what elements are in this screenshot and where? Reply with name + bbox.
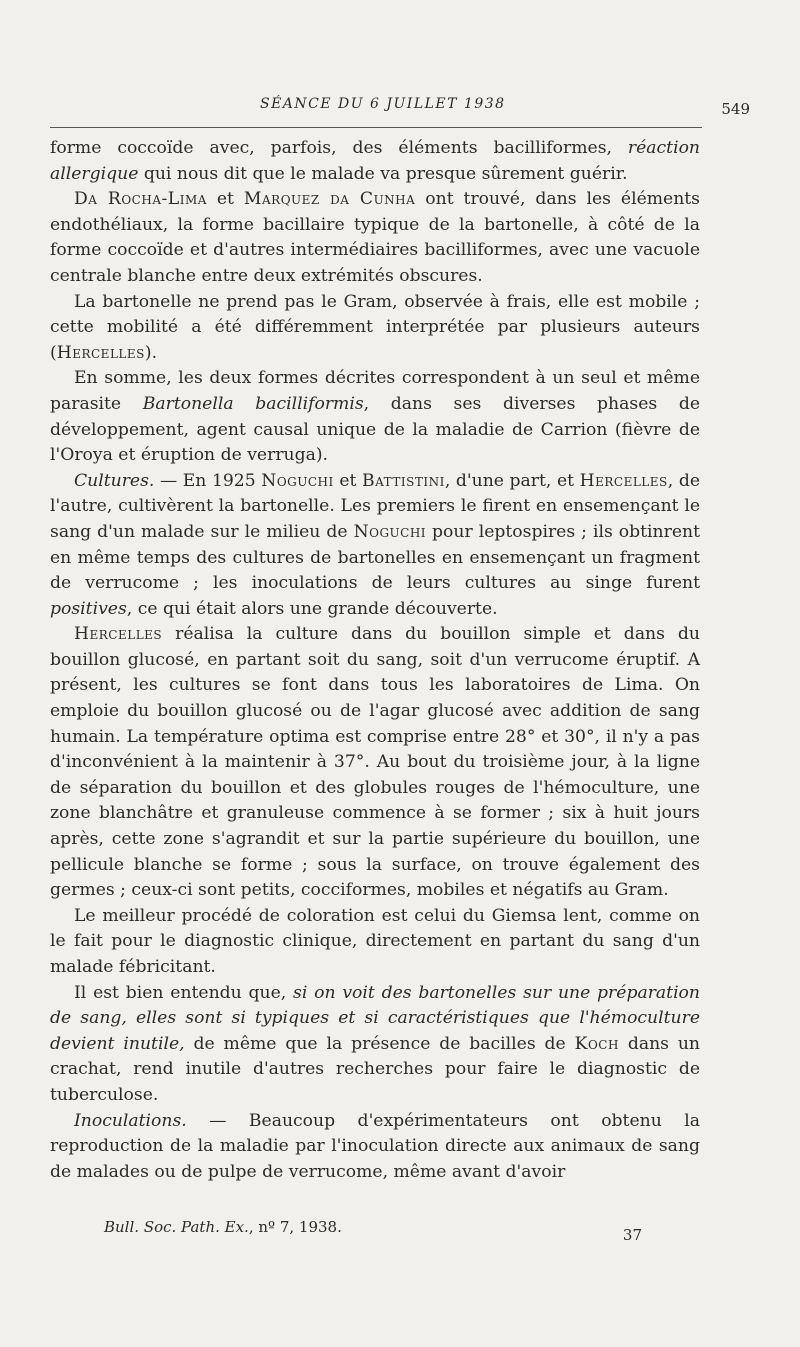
page-footer (50, 1218, 700, 1248)
text-run: dans un crachat, rend inutile d'autres recherches pour faire le diagnostic de tuberculose. (50, 1033, 700, 1105)
text-run: réalisa la culture dans du bouillon simple et dans du bouillon glucosé, en partant soit du sang, soit d'un verrucome éruptif. A présent, les cultures se font dans tous les laboratoires de Lima. On emploie du bouillon glucosé ou de l'agar glucosé avec addition de sang humain. La température optima est comprise entre 28° et 30°, il n'y a pas d'inconvénient à la maintenir à 37°. Au bout du troisième jour, à la ligne de séparation du bouillon et des globules rouges de l'hémoculture, une zone blanchâtre et granuleuse commence à se former ; six à huit jours après, cette zone s'agrandit et sur la partie supérieure du bouillon, une pellicule blanche se forme ; sous la surface, on trouve également des germes ; ceux-ci sont petits, cocciformes, mobiles et négatifs au Gram. (50, 624, 700, 901)
page-number: 549 (721, 100, 750, 118)
author-name: Noguchi (353, 521, 427, 542)
journal-name: Bull. Soc. Path. Ex. (104, 1218, 249, 1236)
paragraph-5 (50, 469, 700, 623)
paragraph-9 (50, 1109, 700, 1186)
paragraph-2 (50, 187, 700, 289)
text-run: pour leptospires ; ils obtinrent en même temps des cultures de bartonelles en ensemençant un fragment de verrucome ; les inoculations de leurs cultures au singe furent (50, 521, 700, 594)
page-header (50, 96, 750, 122)
text-run: de même que la présence de bacilles de (184, 1033, 575, 1054)
text-run: ont trouvé, dans les éléments endothéliaux, la forme bacillaire typique de la bartonelle, à côté de la forme coccoïde et d'autres intermédiaires bacilliformes, avec une vacuole centrale blanche entre deux extrémités obscures. (50, 189, 701, 286)
paragraph-8 (50, 981, 700, 1109)
author-name: Da Rocha-Lima (74, 189, 207, 210)
running-title: SÉANCE DU 6 JUILLET 1938 (260, 96, 506, 112)
author-name: Hercelles (579, 470, 668, 491)
author-name: Noguchi (261, 470, 334, 491)
section-heading: Cultures. (74, 470, 155, 491)
text-run: , ce qui était alors une grande découverte. (126, 598, 498, 619)
author-name: Hercelles (74, 624, 163, 645)
section-heading: Inoculations. (74, 1110, 187, 1131)
text-run: — En 1925 (154, 470, 262, 491)
signature-mark: 37 (622, 1226, 642, 1244)
text-run: Il est bien entendu que, (74, 982, 294, 1003)
text-run: La bartonelle ne prend pas le Gram, observée à frais, elle est mobile ; cette mobilité a été différemment interprétée par plusieurs auteurs ( (50, 291, 700, 363)
issue-number: , nº 7, 1938. (248, 1218, 342, 1236)
text-run: forme coccoïde avec, parfois, des éléments bacilliformes, (50, 138, 628, 158)
text-run: , dans ses diverses phases de développement, agent causal unique de la maladie de Carrion (fièvre de l'Oroya et éruption de verruga). (50, 393, 701, 466)
body-text (50, 136, 700, 1185)
paragraph-6 (50, 622, 700, 904)
italic-text: positives (50, 598, 127, 619)
italic-text: si on voit des bartonelles sur une préparation de sang, elles sont si typiques et si caractéristiques que l'hémoculture devient inutile, (50, 982, 700, 1054)
paragraph-4 (50, 366, 700, 468)
species-name: Bartonella bacilliformis (142, 393, 364, 414)
text-run: , de l'autre, cultivèrent la bartonelle. Les premiers le firent en ensemençant le sang d'un malade sur le milieu de (50, 470, 700, 542)
paragraph-1 (50, 136, 700, 187)
author-name: Battistini (362, 470, 445, 491)
text-run: et (206, 189, 244, 210)
paragraph-3 (50, 290, 700, 367)
author-name: Hercelles (56, 342, 145, 363)
footer-citation (104, 1218, 342, 1236)
text-run: et (333, 470, 363, 491)
author-name: Koch (574, 1033, 619, 1054)
author-name: Marquez da Cunha (243, 189, 416, 210)
header-rule (50, 127, 702, 128)
text-run: qui nous dit que le malade va presque sûrement guérir. (138, 163, 628, 184)
text-run: , d'une part, et (444, 470, 580, 491)
text-run: — Beaucoup d'expérimentateurs ont obtenu la reproduction de la maladie par l'inoculation directe aux animaux de sang de malades ou de pulpe de verrucome, même avant d'avoir (50, 1110, 700, 1182)
text-run: Le meilleur procédé de coloration est celui du Giemsa lent, comme on le fait pour le diagnostic clinique, directement en partant du sang d'un malade fébricitant. (50, 905, 700, 977)
italic-text: réaction allergique (50, 138, 700, 184)
text-run: ). (144, 342, 158, 363)
paragraph-7 (50, 904, 700, 981)
text-run: En somme, les deux formes décrites correspondent à un seul et même parasite (50, 368, 700, 414)
